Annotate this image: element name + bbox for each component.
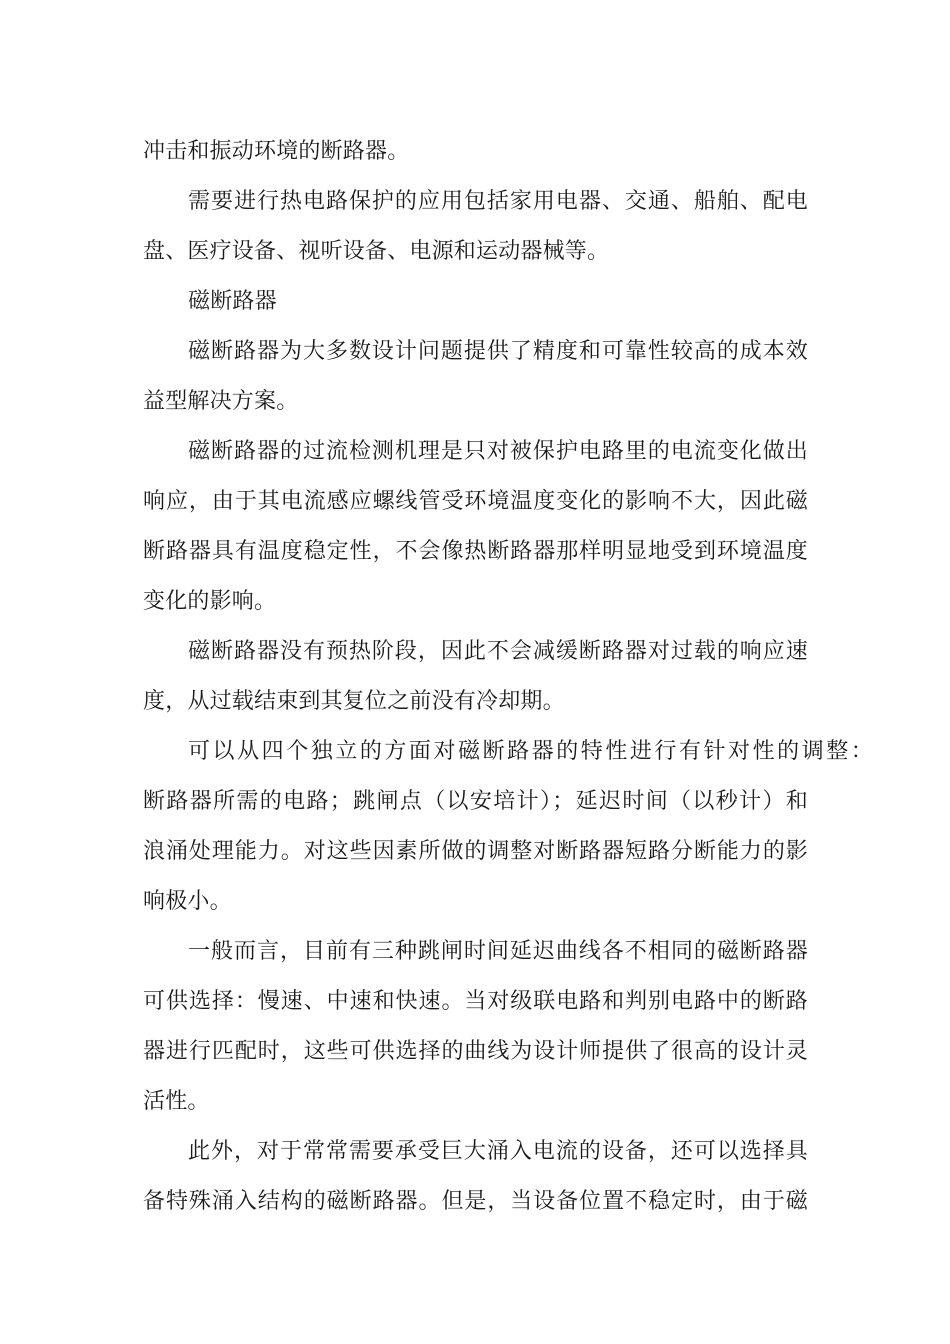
text-line: 响极小。: [143, 889, 232, 914]
text-line: 活性。: [143, 1089, 210, 1114]
text-line: 断路器所需的电路；跳闸点（以安培计）；延迟时间（以秒计）和: [143, 789, 808, 814]
text-line: 浪涌处理能力。对这些因素所做的调整对断路器短路分断能力的影: [143, 839, 808, 864]
body-text: [143, 127, 873, 1227]
text-line: 可以从四个独立的方面对磁断路器的特性进行有针对性的调整：: [188, 739, 873, 764]
text-line: 盘、医疗设备、视听设备、电源和运动器械等。: [143, 239, 610, 264]
section-heading: 磁断路器: [188, 289, 277, 314]
text-line: 一般而言，目前有三种跳闸时间延迟曲线各不相同的磁断路器: [188, 939, 808, 964]
text-line: 此外，对于常常需要承受巨大涌入电流的设备，还可以选择具: [188, 1139, 808, 1164]
text-line: 变化的影响。: [143, 589, 277, 614]
text-line: 度，从过载结束到其复位之前没有冷却期。: [143, 689, 565, 714]
text-line: 需要进行热电路保护的应用包括家用电器、交通、船舶、配电: [188, 189, 808, 214]
text-line: 断路器具有温度稳定性，不会像热断路器那样明显地受到环境温度: [143, 539, 808, 564]
text-line: 冲击和振动环境的断路器。: [143, 139, 410, 164]
text-line: 磁断路器为大多数设计问题提供了精度和可靠性较高的成本效: [188, 339, 808, 364]
text-line: 响应，由于其电流感应螺线管受环境温度变化的影响不大，因此磁: [143, 489, 808, 514]
text-line: 益型解决方案。: [143, 389, 299, 414]
text-line: 器进行匹配时，这些可供选择的曲线为设计师提供了很高的设计灵: [143, 1039, 808, 1064]
text-line: 备特殊涌入结构的磁断路器。但是，当设备位置不稳定时，由于磁: [143, 1189, 808, 1214]
text-line: 磁断路器的过流检测机理是只对被保护电路里的电流变化做出: [188, 439, 808, 464]
text-line: 可供选择：慢速、中速和快速。当对级联电路和判别电路中的断路: [143, 989, 808, 1014]
text-line: 磁断路器没有预热阶段，因此不会减缓断路器对过载的响应速: [188, 639, 808, 664]
